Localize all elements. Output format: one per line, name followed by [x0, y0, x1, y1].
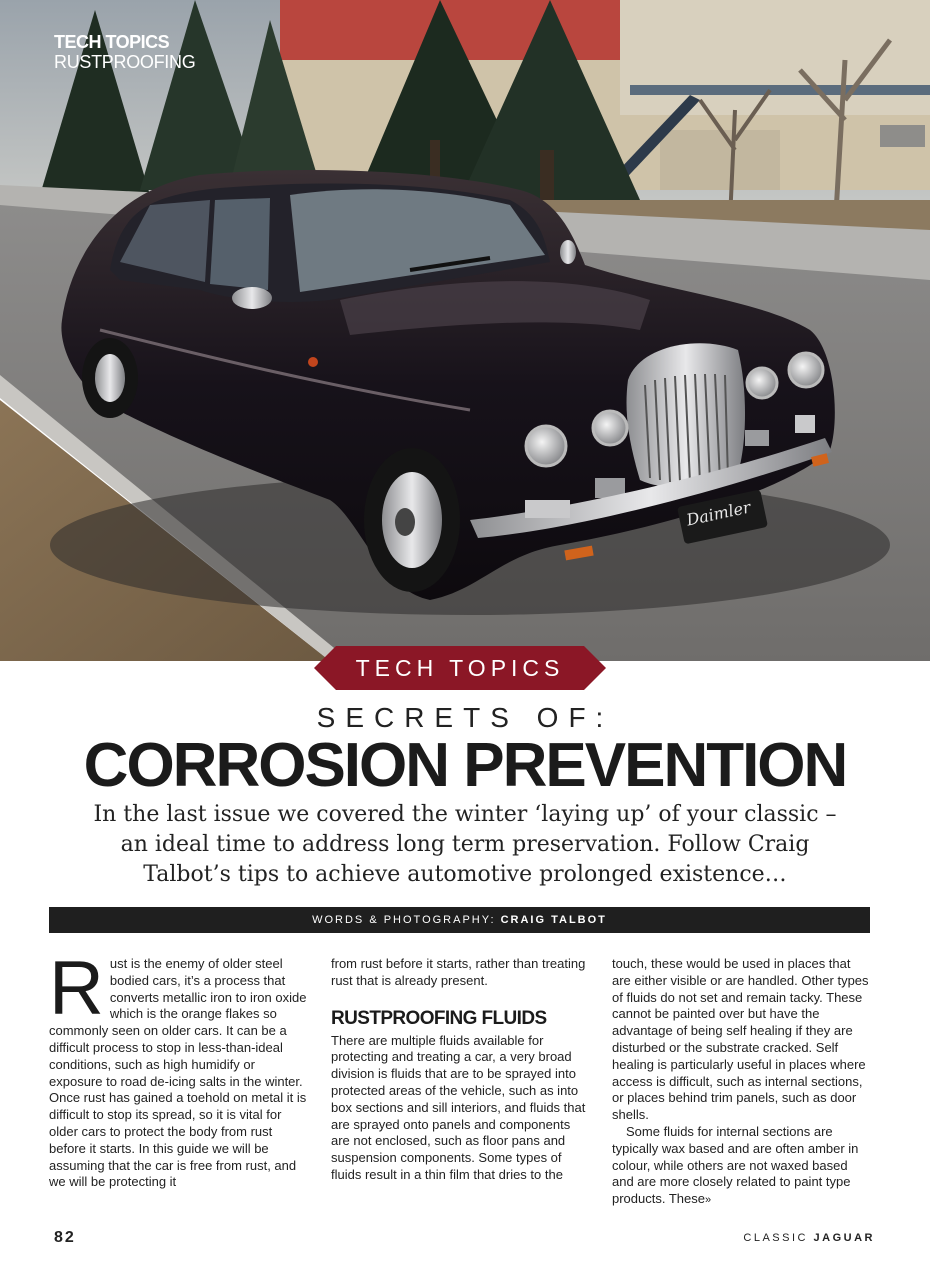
page-number: 82: [54, 1229, 76, 1246]
body-column-3: [612, 956, 870, 1209]
magazine-name-a: CLASSIC: [743, 1232, 808, 1244]
credit-name: CRAIG TALBOT: [500, 914, 607, 926]
car-badge: Daimler: [684, 497, 753, 530]
body-column-1: [49, 946, 307, 1191]
column-3-text-2: Some fluids for internal sections are typically wax based and are often amber in colour, while others are not waxed based and are more closely related to paint type products. These: [612, 1123, 859, 1207]
column-2-text: There are multiple fluids available for protecting and treating a car, a very broad division is fluids that are to be sprayed into protected areas of the vehicle, such as into box sections and sill interiors, and fluids that are sprayed onto panels and components are not enclosed, such as floor pans and suspension components. Some types of fluids result in a thin film that dries to the: [331, 1032, 586, 1182]
body-column-2: [331, 956, 589, 1184]
column-2-intro: from rust before it starts, rather than treating rust that is already present.: [331, 956, 586, 988]
standfirst: In the last issue we covered the winter ‘laying up’ of your classic – an ideal time to address long term preservation. Follow Craig Talbot’s tips to achieve automotive prolonged existence…: [93, 802, 837, 887]
continue-arrow-icon: »: [704, 1194, 712, 1207]
magazine-name: [743, 1232, 875, 1244]
kicker-section: TECH TOPICS: [54, 32, 170, 52]
tech-topics-badge: TECH TOPICS: [355, 655, 565, 681]
subheading: RUSTPROOFING FLUIDS: [331, 1007, 547, 1029]
pretitle: SECRETS OF:: [316, 702, 614, 733]
kicker-topic: RUSTPROOFING: [54, 52, 196, 72]
column-1-text: ust is the enemy of older steel bodied cars, it’s a process that converts metallic iron to iron oxide which is the orange flakes so commonly seen on older cars. It can be a difficult process to stop in less-than-ideal conditions, such as high humidify or exposure to road de-icing salts in the winter. Once rust has gained a toehold on metal it is difficult to stop its spread, so it is vital for older cars to protect the body from rust before it starts. In this guide we will be assuming that the car is free from rust, and we will be protecting it: [49, 956, 307, 1190]
page-title: CORROSION PREVENTION: [83, 731, 847, 800]
drop-cap: R: [49, 946, 104, 1031]
column-3-text-1: touch, these would be used in places that are either visible or are handled. Other types of fluids do not set and remain tacky. These cannot be painted over but have the advantage of being self healing if they are disturbed or the substrate cracked. Self healing is particularly useful in places where access is difficult, such as internal sections, or places behind trim panels, such as door shells.: [612, 956, 869, 1123]
credit-label: WORDS & PHOTOGRAPHY:: [312, 914, 496, 926]
credit-line: [49, 907, 870, 933]
section-kicker: [54, 32, 195, 72]
magazine-name-b: JAGUAR: [813, 1232, 875, 1244]
